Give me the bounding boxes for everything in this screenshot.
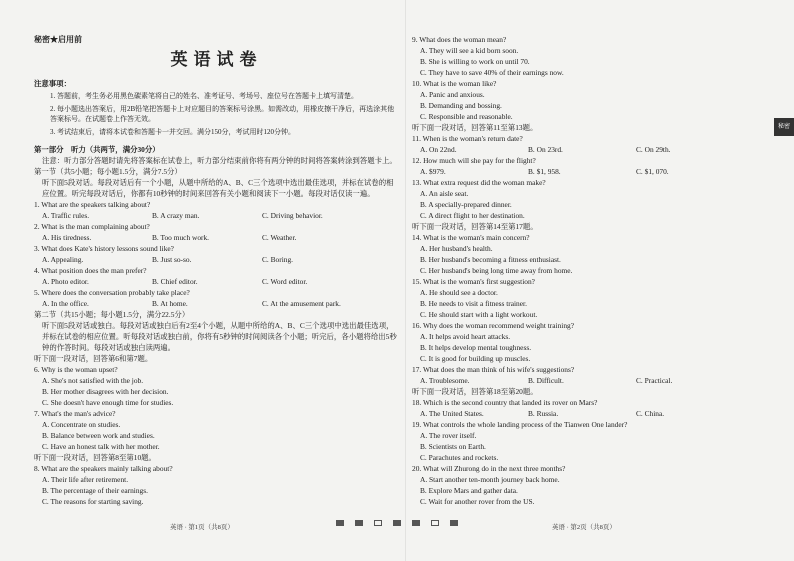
left-page: [34, 34, 399, 507]
option-b: B. Russia.: [528, 409, 559, 418]
right-questions: [412, 34, 770, 507]
option-c: C. Weather.: [262, 233, 297, 242]
right-page: [412, 34, 770, 507]
note-item: 3. 考试结束后，请将本试卷和答题卡一并交回。满分150分，考试用时120分钟。: [50, 128, 295, 136]
footer-right: 英语 · 第2页（共8页）: [552, 524, 616, 531]
option-b: B. Chief editor.: [152, 277, 198, 286]
option-text: B. A specially-prepared dinner.: [420, 200, 512, 209]
option-a: A. The United States.: [420, 409, 484, 418]
question-text: 听下面一段对话，回答第11至第13题。: [412, 123, 538, 132]
option-text: B. The percentage of their earnings.: [42, 486, 148, 495]
option-text: C. Responsible and reasonable.: [420, 112, 513, 121]
option-text: A. Start another ten-month journey back home.: [420, 475, 560, 484]
question-text: 听下面一段对话，回答第8至第10题。: [34, 453, 156, 462]
mark-square: [431, 520, 439, 526]
option-b: B. Difficult.: [528, 376, 564, 385]
option-text: 注意：听力部分答题时请先将答案标在试卷上，听力部分结束前你将有两分钟的时间将答案转涂到答题卡上。: [42, 156, 397, 165]
secret-label: 秘密★启用前: [34, 35, 82, 44]
page-marks: [336, 520, 458, 526]
question-text: 20. What will Zhurong do in the next three months?: [412, 464, 566, 473]
option-text: C. Her husband's being long time away from home.: [420, 266, 573, 275]
footer-left: 英语 · 第1页（共8页）: [170, 524, 234, 531]
note-item: 1. 答题前，考生务必用黑色碳素笔将自己的姓名、准考证号、考场号、座位号在答题卡上填写清楚。: [50, 92, 358, 100]
mark-square: [336, 520, 344, 526]
option-text: B. Her mother disagrees with her decision.: [42, 387, 169, 396]
option-text: C. Parachutes and rockets.: [420, 453, 499, 462]
option-text: C. Wait for another rover from the US.: [420, 497, 535, 506]
option-text: B. She is willing to work on until 70.: [420, 57, 530, 66]
options-row: [34, 276, 399, 287]
option-c: C. $1, 070.: [636, 167, 669, 176]
option-text: C. She doesn't have enough time for studies.: [42, 398, 174, 407]
option-b: B. Just so-so.: [152, 255, 192, 264]
option-c: C. Practical.: [636, 376, 673, 385]
mark-square: [450, 520, 458, 526]
question-text: 5. Where does the conversation probably take place?: [34, 288, 190, 297]
option-a: A. $979.: [420, 167, 446, 176]
option-a: A. His tiredness.: [42, 233, 92, 242]
option-c: C. On 29th.: [636, 145, 671, 154]
option-text: C. He should start with a light workout.: [420, 310, 538, 319]
question-text: 17. What does the man think of his wife's suggestions?: [412, 365, 575, 374]
option-c: C. At the amusement park.: [262, 299, 341, 308]
option-text: A. They will see a kid born soon.: [420, 46, 519, 55]
option-text: A. Concentrate on studies.: [42, 420, 121, 429]
option-text: B. He needs to visit a fitness trainer.: [420, 299, 527, 308]
mark-square: [374, 520, 382, 526]
option-c: C. China.: [636, 409, 665, 418]
question-text: 3. What does Kate's history lessons sound like?: [34, 244, 174, 253]
option-text: 听下面5段对话。每段对话后有一个小题，从题中所给的A、B、C三个选项中选出最佳选项，并标在试卷的相应位置。听完每段对话后，你都有10秒钟的时间来回答有关小题和阅读下一小题。每段对话仅读一遍。: [42, 178, 394, 198]
notes-heading: 注意事项：: [34, 79, 71, 88]
option-c: C. Word editor.: [262, 277, 308, 286]
options-row: [34, 232, 399, 243]
option-text: B. Her husband's becoming a fitness enthusiast.: [420, 255, 561, 264]
option-text: C. The reasons for starting saving.: [42, 497, 144, 506]
options-row: [412, 144, 770, 155]
question-text: 第二节（共15小题；每小题1.5分，满分22.5分）: [34, 310, 190, 319]
option-text: A. Her husband's health.: [420, 244, 493, 253]
options-row: [412, 408, 770, 419]
option-text: B. Balance between work and studies.: [42, 431, 155, 440]
option-text: A. It helps avoid heart attacks.: [420, 332, 511, 341]
question-text: 8. What are the speakers mainly talking about?: [34, 464, 173, 473]
page-title: 英语试卷: [170, 50, 263, 70]
question-text: 11. When is the woman's return date?: [412, 134, 523, 143]
question-text: 9. What does the woman mean?: [412, 35, 507, 44]
question-text: 听下面一段对话，回答第14至第17题。: [412, 222, 538, 231]
question-text: 15. What is the woman's first suggestion?: [412, 277, 535, 286]
option-text: A. An aisle seat.: [420, 189, 469, 198]
option-a: A. Traffic rules.: [42, 211, 90, 220]
section-heading: 第一部分 听力（共两节，满分30分）: [34, 145, 160, 154]
option-text: A. The rover itself.: [420, 431, 477, 440]
option-b: B. On 23rd.: [528, 145, 563, 154]
page-fold: [405, 0, 406, 561]
option-a: A. Appealing.: [42, 255, 84, 264]
option-text: A. He should see a doctor.: [420, 288, 498, 297]
mark-square: [393, 520, 401, 526]
question-text: 4. What position does the man prefer?: [34, 266, 147, 275]
option-text: B. Scientists on Earth.: [420, 442, 486, 451]
option-c: C. Boring.: [262, 255, 294, 264]
option-a: A. Photo editor.: [42, 277, 89, 286]
option-text: C. They have to save 40% of their earnings now.: [420, 68, 564, 77]
option-text: 听下面5段对话或独白。每段对话或独白后有2至4个小题，从题中所给的A、B、C三个选项中选出最佳选项，并标在试卷的相应位置。听每段对话或独白前，你将有5秒钟的时间阅读各个小题；听完后，各小题将给出5秒钟的作答时间。每段对话或独白读两遍。: [42, 321, 397, 352]
option-text: A. Panic and anxious.: [420, 90, 485, 99]
question-text: 12. How much will she pay for the flight?: [412, 156, 536, 165]
option-b: B. At home.: [152, 299, 188, 308]
options-row: [34, 254, 399, 265]
option-b: B. A crazy man.: [152, 211, 200, 220]
question-text: 10. What is the woman like?: [412, 79, 497, 88]
option-text: A. Their life after retirement.: [42, 475, 129, 484]
question-text: 16. Why does the woman recommend weight training?: [412, 321, 575, 330]
question-text: 1. What are the speakers talking about?: [34, 200, 151, 209]
option-text: B. It helps develop mental toughness.: [420, 343, 532, 352]
option-text: B. Explore Mars and gather data.: [420, 486, 518, 495]
mark-square: [412, 520, 420, 526]
option-c: C. Driving behavior.: [262, 211, 323, 220]
question-text: 19. What controls the whole landing process of the Tianwen One lander?: [412, 420, 628, 429]
option-text: C. Have an honest talk with her mother.: [42, 442, 160, 451]
options-row: [412, 375, 770, 386]
option-text: A. She's not satisfied with the job.: [42, 376, 144, 385]
option-b: B. $1, 958.: [528, 167, 561, 176]
note-item: 2. 每小题选出答案后，用2B铅笔把答题卡上对应题目的答案标号涂黑。如需改动，用橡皮擦干净后，再选涂其他答案标号。在试题卷上作答无效。: [50, 105, 395, 123]
option-a: A. Troublesome.: [420, 376, 470, 385]
mark-square: [355, 520, 363, 526]
question-text: 6. Why is the woman upset?: [34, 365, 118, 374]
question-text: 第一节（共5小题；每小题1.5分，满分7.5分）: [34, 167, 182, 176]
options-row: [34, 298, 399, 309]
question-text: 听下面一段对话，回答第18至第20题。: [412, 387, 538, 396]
option-text: B. Demanding and bossing.: [420, 101, 502, 110]
option-a: A. In the office.: [42, 299, 89, 308]
option-b: B. Too much work.: [152, 233, 210, 242]
option-text: C. A direct flight to her destination.: [420, 211, 525, 220]
question-text: 2. What is the man complaining about?: [34, 222, 150, 231]
question-text: 14. What is the woman's main concern?: [412, 233, 530, 242]
side-tab: 秘密: [774, 118, 794, 136]
question-text: 13. What extra request did the woman make?: [412, 178, 546, 187]
question-text: 7. What's the man's advice?: [34, 409, 116, 418]
question-text: 听下面一段对话，回答第6和第7题。: [34, 354, 153, 363]
options-row: [412, 166, 770, 177]
options-row: [34, 210, 399, 221]
option-a: A. On 22nd.: [420, 145, 457, 154]
option-text: C. It is good for building up muscles.: [420, 354, 531, 363]
question-text: 18. Which is the second country that landed its rover on Mars?: [412, 398, 598, 407]
left-questions: [34, 144, 399, 507]
